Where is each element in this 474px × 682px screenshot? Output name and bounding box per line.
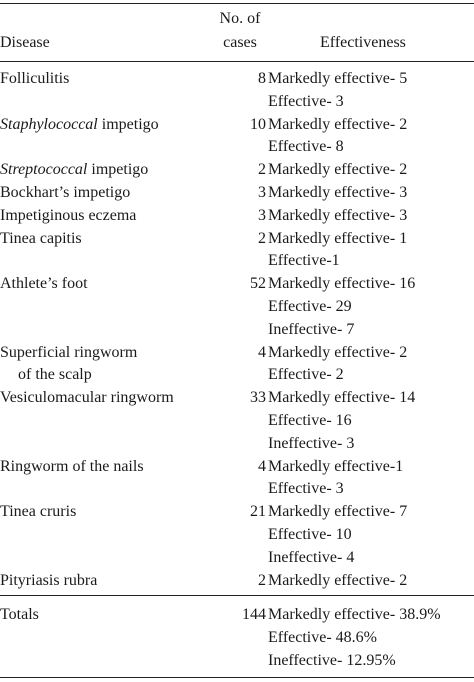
effectiveness-line: Markedly effective- 2 [268,571,408,589]
table-top-rule [0,3,474,4]
totals-effectiveness-line: Markedly effective- 38.9% [268,606,441,623]
disease-name-text: Superficial ringworm [0,343,138,361]
disease-name [0,501,76,524]
disease-name-text: Athlete’s foot [0,275,88,293]
effectiveness-line: Markedly effective- 2 [268,161,408,179]
case-count: 3 [258,206,266,224]
effectiveness-line: Effective- 8 [268,138,344,156]
effectiveness-line: Markedly effective- 3 [268,206,408,224]
disease-name-text: Tinea cruris [0,503,77,521]
case-count: 4 [258,457,266,475]
disease-name-text: Impetiginous eczema [0,206,137,224]
disease-name [0,182,130,205]
disease-name [0,159,148,182]
effectiveness-line: Ineffective- 4 [268,548,355,566]
disease-name [0,456,144,479]
table-bottom-rule [0,677,474,678]
effectiveness-line: Markedly effective-1 [268,457,404,475]
effectiveness-line: Effective- 10 [268,526,352,543]
disease-name-italic: Streptococcal [0,161,88,179]
effectiveness-line: Markedly effective- 14 [268,389,416,407]
header-disease: Disease [0,34,50,51]
disease-name [0,387,174,410]
header-cases-line2: cases [223,34,257,51]
disease-name-text: impetigo [87,161,149,179]
case-count: 10 [250,115,266,133]
effectiveness-line: Effective- 3 [268,92,344,110]
disease-name [0,228,82,251]
totals-case-count: 144 [242,606,266,623]
header-rule [0,61,474,62]
disease-name-text: Tinea capitis [0,229,82,247]
effectiveness-line: Markedly effective- 2 [268,115,408,133]
disease-name-text: Vesiculomacular ringworm [0,389,174,407]
totals-label: Totals [0,606,39,623]
effectiveness-line: Ineffective- 3 [268,434,355,452]
disease-name-text: Bockhart’s impetigo [0,184,131,201]
disease-name [0,273,88,296]
disease-name [0,205,136,228]
case-count: 2 [258,229,266,247]
disease-name-text: Ringworm of the nails [0,457,144,475]
effectiveness-line: Markedly effective- 2 [268,343,408,361]
effectiveness-line: Effective- 29 [268,298,352,315]
disease-name-text: impetigo [97,115,159,133]
case-count: 2 [258,161,266,179]
case-count: 8 [258,70,266,87]
effectiveness-line: Effective- 3 [268,480,344,498]
disease-name-text: of the scalp [18,366,92,384]
effectiveness-line: Effective- 16 [268,412,352,429]
disease-name [0,114,159,137]
effectiveness-line: Markedly effective- 1 [268,229,408,247]
totals-effectiveness-line: Effective- 48.6% [268,628,377,646]
effectiveness-line: Ineffective- 7 [268,320,355,338]
case-count: 4 [258,343,266,361]
effectiveness-line: Markedly effective- 5 [268,70,408,87]
effectiveness-line: Effective- 2 [268,366,344,384]
effectiveness-line: Markedly effective- 16 [268,275,416,293]
case-count: 21 [250,503,266,521]
case-count: 52 [250,275,266,293]
header-cases-line1: No. of [219,10,261,27]
disease-name-italic: Staphylococcal [0,115,98,133]
disease-name [0,342,137,365]
effectiveness-line: Markedly effective- 3 [268,184,408,201]
totals-rule [0,595,474,596]
case-count: 33 [250,389,266,407]
disease-name [0,364,92,387]
effectiveness-line: Markedly effective- 7 [268,503,408,521]
totals-effectiveness-line: Ineffective- 12.95% [268,651,396,669]
case-count: 2 [258,571,266,589]
disease-name [0,68,69,91]
case-count: 3 [258,184,266,201]
effectiveness-line: Effective-1 [268,252,340,270]
disease-name [0,570,97,593]
header-effectiveness: Effectiveness [320,34,406,51]
disease-name-text: Folliculitis [0,70,70,87]
disease-name-text: Pityriasis rubra [0,571,98,589]
